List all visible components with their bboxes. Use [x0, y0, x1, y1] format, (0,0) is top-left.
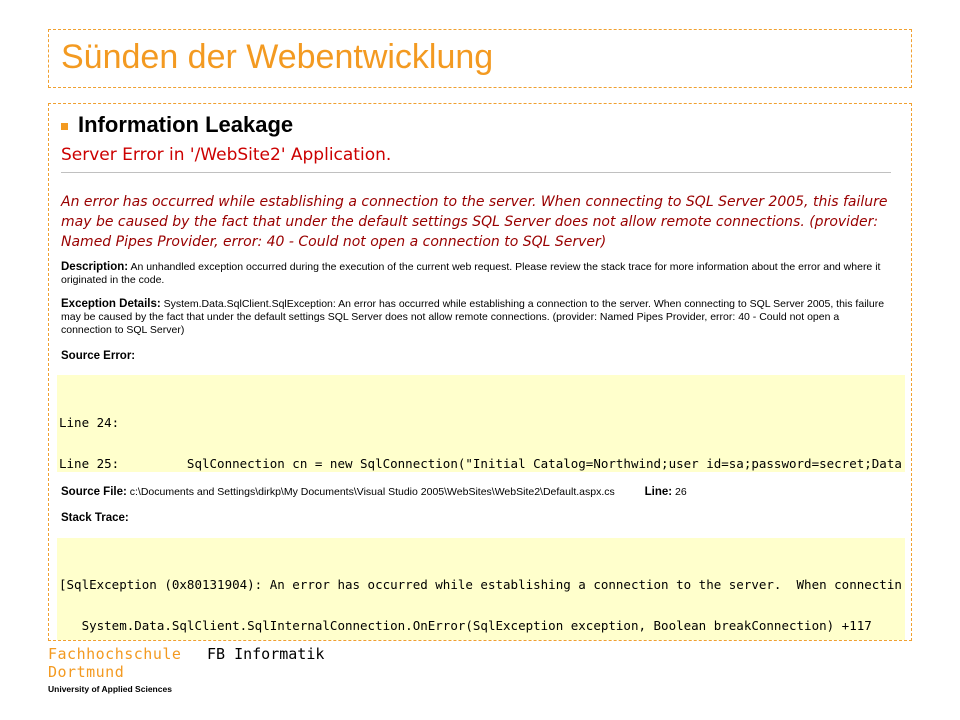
error-message: An error has occurred while establishing a connection to the server. When connecting to SQL Server 2005, this failure may be caused by the fact that under the default settings SQL Server does not allow remote connections. (provider: Named Pipes Provider, error: 40 - Could not open a connection to SQL Server) — [61, 194, 888, 250]
square-bullet-icon — [61, 123, 68, 130]
source-error-block — [61, 350, 891, 363]
slide-title-box — [48, 29, 912, 88]
logo-line-1: Fachhochschule — [48, 645, 182, 663]
bullet-text: Information Leakage — [78, 112, 294, 137]
source-error-label: Source Error: — [61, 350, 136, 362]
slide-content — [48, 103, 912, 641]
source-line: Line 25: SqlConnection cn = new SqlConnection("Initial Catalog=Northwind;user id=sa;password=secret;Data — [59, 455, 902, 471]
stack-line: System.Data.SqlClient.SqlInternalConnection.OnError(SqlException exception, Boolean breakConnection) +117 — [59, 617, 872, 633]
stack-trace-label: Stack Trace: — [61, 512, 129, 524]
description-text: An unhandled exception occurred during the execution of the current web request. Please review the stack trace for more information about the error and where it originated in the code. — [61, 261, 881, 286]
department-label: FB Informatik — [207, 645, 325, 663]
slide-title: Sünden der Webentwicklung — [61, 38, 494, 76]
stack-trace-block — [61, 512, 891, 525]
heading-divider — [61, 172, 891, 173]
logo-line-2: Dortmund — [48, 663, 125, 681]
stack-trace-box — [57, 538, 905, 640]
source-file-path: c:\Documents and Settings\dirkp\My Documents\Visual Studio 2005\WebSites\WebSite2\Default.aspx.cs — [129, 486, 615, 498]
line-label: Line: — [644, 486, 673, 498]
exception-text: System.Data.SqlClient.SqlException: An error has occurred while establishing a connection to the server. When connecting to SQL Server 2005, this failure may be caused by the fact that under the default settings SQL Server does not allow remote connections. (provider: Named Pipes Provider, error: 40 - Could not open a connection to SQL Server) — [61, 298, 885, 336]
source-code-box — [57, 375, 905, 472]
exception-block — [61, 298, 891, 337]
bullet-item — [61, 112, 293, 138]
source-line: Line 24: — [59, 415, 120, 430]
exception-label: Exception Details: — [61, 298, 161, 310]
source-file-block — [61, 486, 891, 499]
description-label: Description: — [61, 261, 129, 273]
line-number: 26 — [675, 486, 687, 498]
logo-subtitle: University of Applied Sciences — [48, 684, 172, 694]
error-heading: Server Error in '/WebSite2' Application. — [61, 145, 392, 165]
description-block — [61, 261, 891, 287]
stack-line: [SqlException (0x80131904): An error has occurred while establishing a connection to the server. When connectin — [59, 577, 902, 592]
university-logo — [48, 645, 181, 694]
source-file-label: Source File: — [61, 486, 127, 498]
error-page-screenshot — [57, 144, 905, 640]
